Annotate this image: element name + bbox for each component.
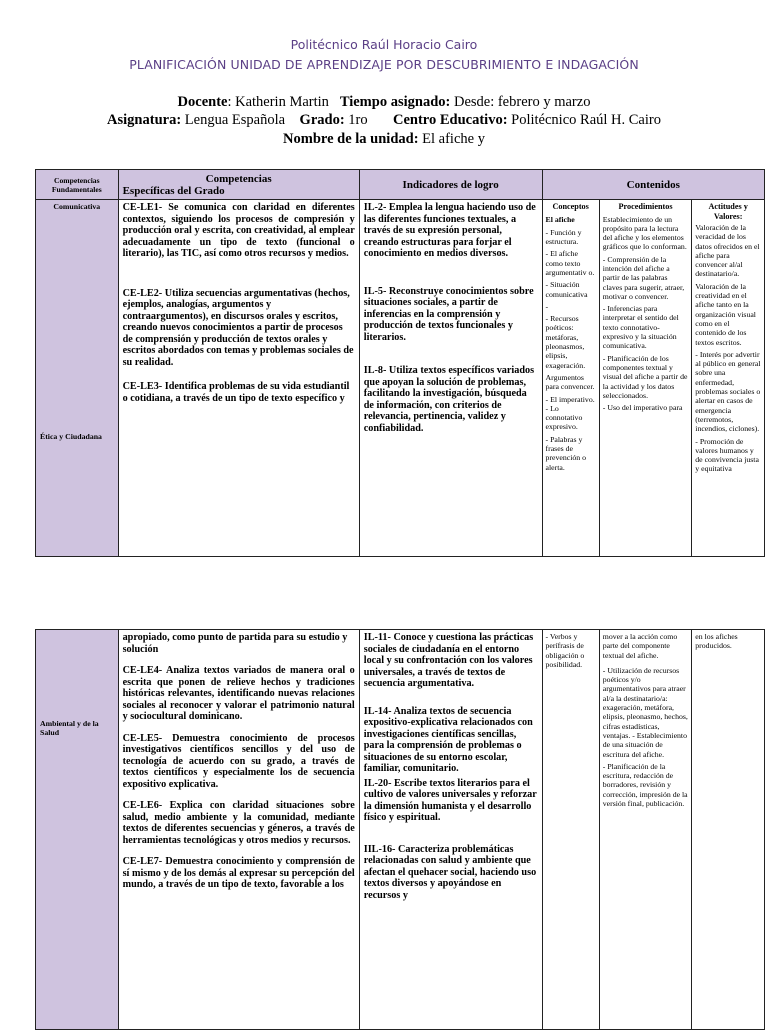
table-body-row [36, 630, 765, 1030]
conceptos-title: El afiche [545, 214, 575, 224]
docente-value: : Katherin Martin [227, 94, 329, 110]
concepto-item: Argumentos para convencer. [545, 372, 595, 392]
iil-16: IIL-16- Caracteriza problemáticas relacionadas con salud y ambiente que afectan el quehacer social, haciendo uso textos diversos y apoyándose en recursos y [363, 843, 537, 901]
ce-le5: CE-LE5- Demuestra conocimiento de procesos investigativos científicos sencillos y del uso de tecnología de acuerdo con su grado, a través de textos científicos y especialmente los de secuencia expositivo explicativa. [122, 732, 355, 790]
tiempo-label: Tiempo asignado: [339, 94, 451, 110]
document-title: PLANIFICACIÓN UNIDAD DE APRENDIZAJE POR DESCUBRIMIENTO E INDAGACIÓN [129, 57, 639, 72]
procedimiento-item: mover a la acción como parte del componente textual del afiche. [602, 632, 678, 660]
procedimiento-item: - Planificación de los componentes textual y visual del afiche a partir de la actividad y los datos seleccionados. [602, 353, 688, 400]
concepto-item: - Recursos poéticos: metáforas, pleonasmos, elipsis, exageración. [545, 314, 586, 370]
fund-comunicativa: Comunicativa [53, 202, 101, 211]
table-header-row [36, 170, 765, 200]
il-14: IL-14- Analiza textos de secuencia expositivo-explicativa relacionados con investigaciones científicas sencillas, para la comprensión de problemas o situaciones de su entorno escolar, familiar, comunitario. [363, 705, 533, 774]
asignatura-label: Asignatura: [107, 112, 182, 128]
grado-value: 1ro [344, 112, 368, 128]
conceptos-header: Conceptos [552, 202, 589, 211]
actitudes-header: Actitudes y Valores: [708, 202, 748, 221]
il-20: IL-20- Escribe textos literarios para el cultivo de valores universales y reforzar la dimensión humanista y el desarrollo físico y espiritual. [363, 777, 537, 823]
header-indicadores: Indicadores de logro [359, 170, 542, 200]
indicadores-cell [359, 630, 542, 1030]
actitud-item: - Promoción de valores humanos y de convivencia justa y equitativa [695, 436, 759, 474]
unidad-value: El afiche y [418, 131, 485, 147]
ce-le6: CE-LE6- Explica con claridad situaciones sobre salud, medio ambiente y la comunidad, mediante textos de diferentes secuencias y géneros, a través de herramientas tecnológicas y otros medios y recursos. [122, 800, 355, 846]
header-contenidos: Contenidos [542, 170, 764, 200]
table-body-row [36, 200, 765, 557]
header-competencias-especificas [118, 170, 359, 200]
procedimientos-cell [599, 200, 692, 557]
procedimiento-item: - Comprensión de la intención del afiche a partir de las palabras claves para sugerir, atraer, motivar o convencer. [602, 254, 685, 301]
il-11: IL-11- Conoce y cuestiona las prácticas sociales de ciudadanía en el entorno local y su confrontación con los valores universales, a través de textos de secuencia argumentativa. [363, 632, 534, 689]
concepto-item: - [545, 301, 549, 311]
fundamental-competencies-cell [36, 200, 119, 557]
asignatura-value: Lengua Española [181, 112, 286, 128]
conceptos-cell [542, 200, 599, 557]
school-name: Politécnico Raúl Horacio Cairo [290, 37, 478, 52]
unidad-label: Nombre de la unidad: [283, 131, 419, 147]
actitud-item: Valoración de la creatividad en el afiche tanto en la organización visual como en el contenido de los textos escritos. [695, 281, 756, 347]
procedimiento-item: - Planificación de la escritura, redacción de borradores, revisión y corrección, impresión de la versión final, publicación. [602, 761, 688, 809]
concepto-item: - Función y estructura. [545, 227, 582, 247]
actitud-item: Valoración de la veracidad de los datos ofrecidos en el afiche para convencer al/al destinatario/a. [695, 223, 760, 279]
procedimiento-item: - Inferencias para interpretar el sentido del texto connotativo-expresivo y la situación comunicativa. [602, 304, 679, 351]
concepto-item: - El afiche como texto argumentativ o. [545, 249, 595, 277]
procedimientos-header: Procedimientos [618, 202, 673, 211]
concepto-item: - Situación comunicativa [545, 280, 588, 299]
il-2: IL-2- Emplea la lengua haciendo uso de las diferentes funciones textuales, a través de su expresión personal, creando estructuras para forjar el conocimiento en medios diversos. [363, 202, 536, 259]
fund-ambiental-salud: Ambiental y de la Salud [40, 719, 99, 737]
planning-table-page-1 [35, 169, 765, 557]
header-especificas-line1: Competencias [205, 172, 272, 185]
header-competencias-fundamentales: Competencias Fundamentales [36, 170, 119, 200]
fund-etica-ciudadana: Ética y Ciudadana [40, 432, 102, 441]
actitud-item: en los afiches producidos. [695, 632, 738, 651]
concepto-item: - El imperativo. - Lo connotativo expresivo. [545, 394, 595, 432]
docente-label: Docente [177, 94, 228, 110]
ce-le3: CE-LE3- Identifica problemas de su vida estudiantil o cotidiana, a través de un tipo de texto específico y [122, 381, 350, 404]
centro-value: Politécnico Raúl H. Cairo [507, 112, 661, 128]
ce-le4: CE-LE4- Analiza textos variados de manera oral o escrita que ponen de relieve hechos y tradiciones históricas relevantes, identificando nuevas relaciones sociales al reconocer y valorar el patrimonio natural y sociocultural dominicano. [122, 665, 355, 722]
concepto-item: - Palabras y frases de prevención o alerta. [545, 434, 587, 472]
tiempo-value: Desde: febrero y marzo [450, 94, 591, 110]
header-especificas-line2: Específicas del Grado [122, 184, 225, 197]
actitudes-cell [692, 630, 765, 1030]
grado-label: Grado: [299, 112, 345, 128]
ce-le7: CE-LE7- Demuestra conocimiento y comprensión de sí mismo y de los demás al expresar su percepción del mundo, a través de un tipo de texto, favorable a los [122, 856, 355, 890]
especificas-cell [118, 630, 359, 1030]
ce-le1: CE-LE1- Se comunica con claridad en diferentes contextos, siguiendo los procesos de compresión y producción oral y escrita, con creatividad, al emplear adecuadamente un tipo de texto (funcional o literario), las TIC, así como otros recursos y medios. [122, 202, 355, 259]
actitud-item: - Interés por advertir al público en general sobre una enfermedad, problemas sociales o alertar en casos de emergencia (terremotos, incendios, ciclones). [695, 349, 761, 434]
actitudes-cell [692, 200, 765, 557]
info-line-unidad [0, 131, 768, 148]
planning-table-page-2 [35, 629, 765, 1030]
procedimiento-item: - Utilización de recursos poéticos y/o argumentativos para atraer al/a la destinatario/a: exageración, metáfora, elipsis, pleonasmo, hechos, cifras estadísticas, ventajas. - Establecimiento de una situación de escritura del afiche. [602, 665, 688, 759]
procedimiento-item: - Uso del imperativo para [602, 403, 683, 413]
il-5: IL-5- Reconstruye conocimientos sobre situaciones sociales, a partir de inferencias en la comprensión y producción de textos funcionales y literarios. [363, 285, 534, 343]
ce-le3-cont: apropiado, como punto de partida para su estudio y solución [122, 632, 348, 655]
concepto-item: - Verbos y perífrasis de obligación o posibilidad. [545, 632, 585, 669]
conceptos-cell [542, 630, 599, 1030]
info-line-docente [0, 94, 768, 111]
procedimiento-item: Establecimiento de un propósito para la lectura del afiche y los elementos gráficos que lo conforman. [602, 214, 687, 252]
il-8: IL-8- Utiliza textos específicos variados que apoyan la solución de problemas, facilitando la investigación, búsqueda de información, con criterios de relevancia, pertinencia, validez y confiabilidad. [363, 365, 535, 434]
ce-le2: CE-LE2- Utiliza secuencias argumentativas (hechos, ejemplos, analogías, argumentos y contraargumentos), en discursos orales y escritos, creando nuevos conocimientos a partir de procesos de comprensión y producción de textos orales y escritos abordados con temas y problemas sociales de su realidad. [122, 287, 354, 368]
fundamental-competencies-cell [36, 630, 119, 1030]
info-line-asignatura [0, 112, 768, 129]
procedimientos-cell [599, 630, 692, 1030]
indicadores-cell [359, 200, 542, 557]
centro-label: Centro Educativo: [393, 112, 508, 128]
especificas-cell [118, 200, 359, 557]
